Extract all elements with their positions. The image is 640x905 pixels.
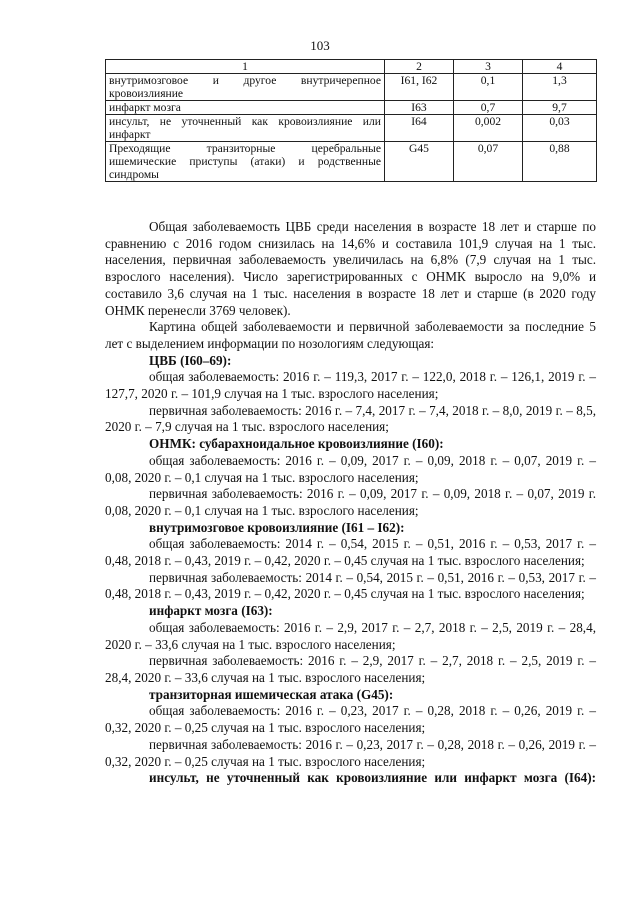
paragraph: общая заболеваемость: 2014 г. – 0,54, 2015 г. – 0,51, 2016 г. – 0,53, 2017 г. – 0,48, 2018 г. – 0,43, 2019 г. – 0,42, 2020 г. – 0,45 случая на 1 тыс. взрослого населения;	[105, 536, 596, 569]
paragraph: первичная заболеваемость: 2016 г. – 0,09, 2017 г. – 0,09, 2018 г. – 0,07, 2019 г. 0,08, 2020 г. – 0,1 случая на 1 тыс. взрослого населения;	[105, 486, 596, 518]
table-cell-diagnosis: инфаркт мозга	[106, 101, 385, 115]
incidence-table	[105, 59, 597, 182]
table-cell-diagnosis: внутримозговое и другое внутричерепное кровоизлияние	[106, 74, 385, 101]
paragraph: первичная заболеваемость: 2016 г. – 7,4, 2017 г. – 7,4, 2018 г. – 8,0, 2019 г. – 8,5, 2020 г. – 7,9 случая на 1 тыс. взрослого населения;	[105, 402, 596, 435]
table-cell-value: 0,03	[523, 115, 597, 142]
table-cell-code: I64	[385, 115, 454, 142]
section-heading: инсульт, не уточненный как кровоизлияние или инфаркт мозга (I64):	[149, 770, 596, 786]
paragraph: общая заболеваемость: 2016 г. – 0,23, 2017 г. – 0,28, 2018 г. – 0,26, 2019 г. – 0,32, 2020 г. – 0,25 случая на 1 тыс. взрослого населения;	[105, 703, 596, 736]
paragraph: первичная заболеваемость: 2016 г. – 0,23, 2017 г. – 0,28, 2018 г. – 0,26, 2019 г. – 0,32, 2020 г. – 0,25 случая на 1 тыс. взрослого населения;	[105, 736, 596, 769]
table-row	[106, 115, 597, 142]
section-heading: внутримозговое кровоизлияние (I61 – I62):	[149, 519, 405, 535]
paragraph: Общая заболеваемость ЦВБ среди населения в возрасте 18 лет и старше по сравнению с 2016 годом снизилась на 14,6% и составила 101,9 случая на 1 тыс. населения, первичная заболеваемость увеличилась на 6,8% (7,9 случая на 1 тыс. взрослого населения). Число зарегистрированных с ОНМК выросло на 9,0% и составило 3,6 случая на 1 тыс. населения в возрасте 18 лет и старше (в 2020 году ОНМК перенесли 3769 человек).	[105, 219, 596, 318]
table-row	[106, 142, 597, 182]
table-header-cell: 2	[385, 60, 454, 74]
table-cell-value: 0,07	[454, 142, 523, 182]
table-cell-code: I61, I62	[385, 74, 454, 101]
table-cell-value: 0,002	[454, 115, 523, 142]
table-cell-value: 0,7	[454, 101, 523, 115]
table-header-row	[106, 60, 597, 74]
table-header-cell: 3	[454, 60, 523, 74]
table-header-cell: 4	[523, 60, 597, 74]
paragraph: общая заболеваемость: 2016 г. – 0,09, 2017 г. – 0,09, 2018 г. – 0,07, 2019 г. – 0,08, 2020 г. – 0,1 случая на 1 тыс. взрослого населения;	[105, 452, 596, 485]
table-row	[106, 74, 597, 101]
page-number: 103	[310, 38, 330, 53]
paragraph: общая заболеваемость: 2016 г. – 119,3, 2017 г. – 122,0, 2018 г. – 126,1, 2019 г. – 127,7, 2020 г. – 101,9 случая на 1 тыс. взрослого населения;	[105, 369, 596, 402]
section-heading: ЦВБ (I60–69):	[149, 352, 232, 368]
table-cell-value: 9,7	[523, 101, 597, 115]
paragraph: Картина общей заболеваемости и первичной заболеваемости за последние 5 лет с выделением информации по нозологиям следующая:	[105, 319, 596, 351]
paragraph: общая заболеваемость: 2016 г. – 2,9, 2017 г. – 2,7, 2018 г. – 2,5, 2019 г. – 28,4, 2020 г. – 33,6 случая на 1 тыс. взрослого населения;	[105, 619, 596, 652]
paragraph: первичная заболеваемость: 2016 г. – 2,9, 2017 г. – 2,7, 2018 г. – 2,5, 2019 г. – 28,4, 2020 г. – 33,6 случая на 1 тыс. взрослого населения;	[105, 653, 596, 685]
table-cell-code: G45	[385, 142, 454, 182]
table-cell-value: 1,3	[523, 74, 597, 101]
body-text	[105, 219, 596, 787]
section-heading: транзиторная ишемическая атака (G45):	[149, 686, 394, 702]
table-cell-diagnosis: Преходящие транзиторные церебральные ишемические приступы (атаки) и родственные синдромы	[106, 142, 385, 182]
paragraph: первичная заболеваемость: 2014 г. – 0,54, 2015 г. – 0,51, 2016 г. – 0,53, 2017 г. – 0,48, 2018 г. – 0,43, 2019 г. – 0,42, 2020 г. – 0,45 случая на 1 тыс. взрослого населения;	[105, 569, 596, 602]
table-cell-code: I63	[385, 101, 454, 115]
table-row	[106, 101, 597, 115]
table-header-cell: 1	[106, 60, 385, 74]
section-heading: инфаркт мозга (I63):	[149, 603, 273, 619]
table-cell-value: 0,1	[454, 74, 523, 101]
section-heading: ОНМК: субарахноидальное кровоизлияние (I60):	[149, 436, 444, 452]
table-cell-value: 0,88	[523, 142, 597, 182]
table-cell-diagnosis: инсульт, не уточненный как кровоизлияние или инфаркт	[106, 115, 385, 142]
